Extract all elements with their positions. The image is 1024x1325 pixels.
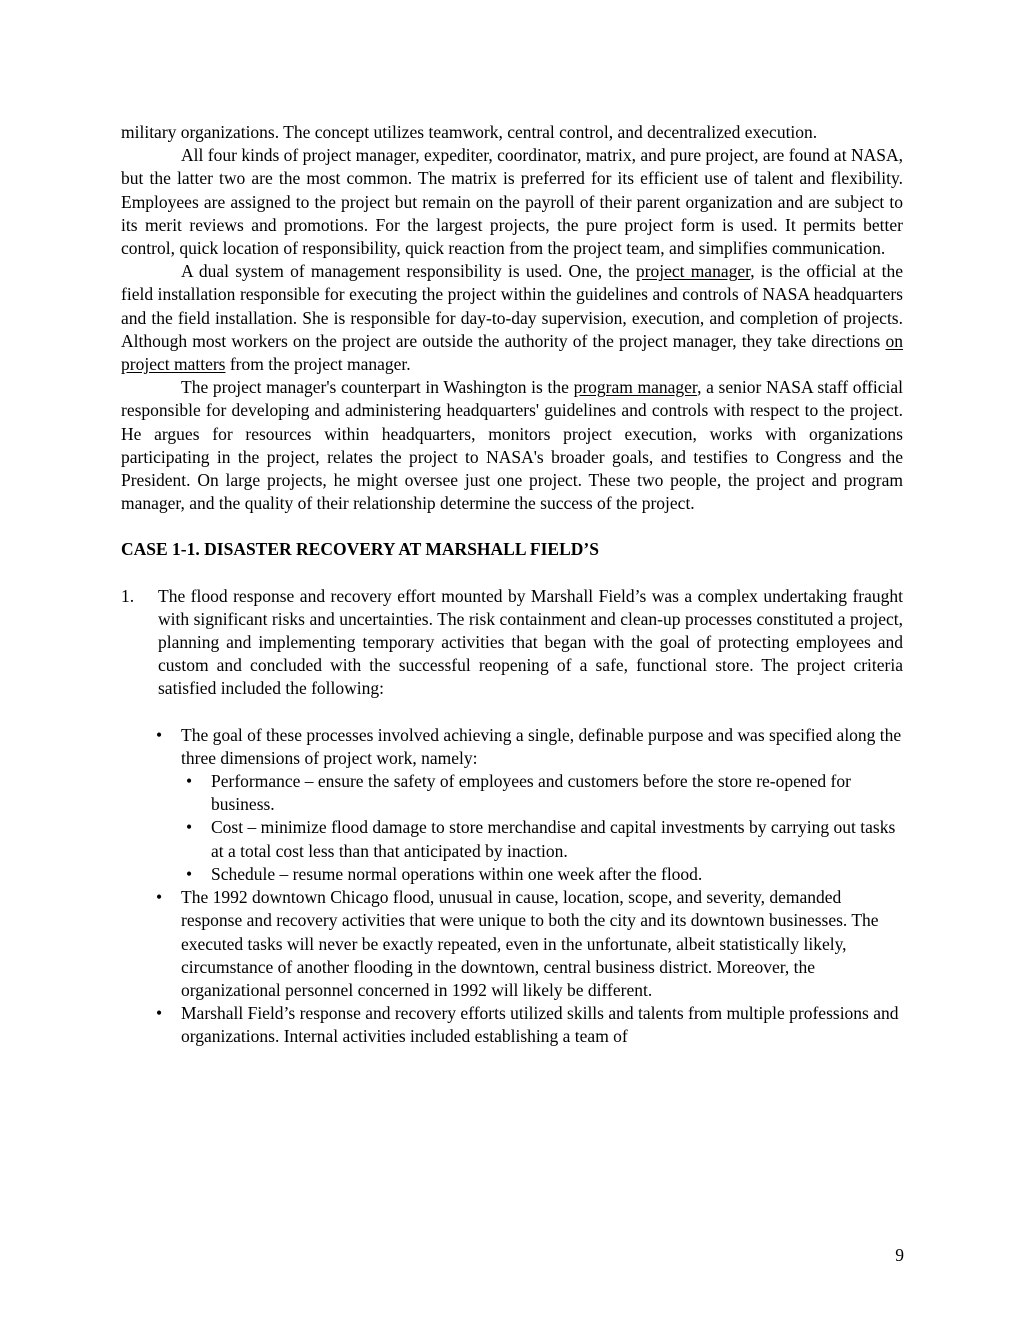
bullet-icon: • [156,1003,163,1024]
case-item-1 [121,585,903,701]
case-item-number: 1. [121,585,135,606]
case-item-text: The flood response and recovery effort mounted by Marshall Field’s was a complex undertaking fraught with significant risks and uncertainties. The risk containment and clean-up processes constituted a project, planning and implementing temporary activities that began with the goal of protecting employees and custom and concluded with the successful reopening of a safe, functional store. The project criteria satisfied included the following: [158,585,903,699]
bullet-item-skills [121,1002,903,1048]
program-manager-text-a: The project manager's counterpart in Washington is the [181,377,574,398]
bullet-icon: • [186,817,193,838]
page-number: 9 [895,1245,904,1265]
bullet-icon: • [186,771,193,792]
criteria-bullet-list [121,724,903,1049]
case-heading: CASE 1-1. DISASTER RECOVERY AT MARSHALL FIELD’S [121,539,599,560]
bullet-icon: • [156,887,163,908]
bullet-item-flood [121,886,903,1002]
sub-bullet-schedule-text: Schedule – resume normal operations within one week after the flood. [211,863,703,884]
term-project-manager: project manager [635,261,751,282]
dual-system-text-c: from the project manager. [225,354,411,375]
sub-bullet-performance-text: Performance – ensure the safety of employees and customers before the store re-opened for business. [211,771,851,815]
paragraph-military-organizations: military organizations. The concept utilizes teamwork, central control, and decentralized execution. [121,122,818,142]
bullet-icon: • [156,724,163,745]
sub-bullet-cost [181,816,903,862]
program-manager-text-b: , a senior NASA staff official responsible for developing and administering headquarters' guidelines and controls with respect to the project. He argues for resources within headquarters, monitors project execution, works with organizations participating in the project, relates the project to NASA's broader goals, and testifies to Congress and the President. On large projects, he might oversee just one project. These two people, the project and program manager, and the quality of their relationship determine the success of the project. [121,377,903,514]
bullet-icon: • [186,863,193,884]
dual-system-text-a: A dual system of management responsibility is used. One, the [181,261,636,282]
bullet-goal-text: The goal of these processes involved achieving a single, definable purpose and was specified along the three dimensions of project work, namely: [181,724,902,768]
dual-system-text-b: , is the official at the field installation responsible for executing the project within the guidelines and controls of NASA headquarters and the field installation. She is responsible for day-to-day supervision, execution, and completion of projects. Although most workers on the project are outside the authority of the project manager, they take directions [121,261,903,351]
term-on-project-matters: on project matters [121,330,903,375]
dimension-sub-list [181,770,903,886]
page-body [121,121,903,1049]
bullet-flood-text: The 1992 downtown Chicago flood, unusual in cause, location, scope, and severity, demanded response and recovery activities that were unique to both the city and its downtown businesses. The executed tasks will never be exactly repeated, even in the unfortunate, albeit statistically likely, circumstance of another flooding in the downtown, central business district. Moreover, the organizational personnel concerned in 1992 will likely be different. [181,887,879,1000]
sub-bullet-schedule [181,863,903,886]
bullet-item-goal [121,724,903,886]
term-program-manager: program manager [573,377,698,398]
paragraph-dual-system [121,260,903,376]
bullet-skills-text: Marshall Field’s response and recovery efforts utilized skills and talents from multiple professions and organizations. Internal activities included establishing a team of [181,1003,899,1047]
sub-bullet-performance [181,770,903,816]
sub-bullet-cost-text: Cost – minimize flood damage to store merchandise and capital investments by carrying out tasks at a total cost less than that anticipated by inaction. [211,817,896,861]
paragraph-program-manager [121,376,903,515]
paragraph-project-manager-kinds: All four kinds of project manager, expediter, coordinator, matrix, and pure project, are found at NASA, but the latter two are the most common. The matrix is preferred for its efficient use of talent and flexibility. Employees are assigned to the project but remain on the payroll of their parent organization and are subject to its merit reviews and promotions. For the largest projects, the pure project form is used. It permits better control, quick location of responsibility, quick reaction from the project team, and simplifies communication. [121,145,903,259]
